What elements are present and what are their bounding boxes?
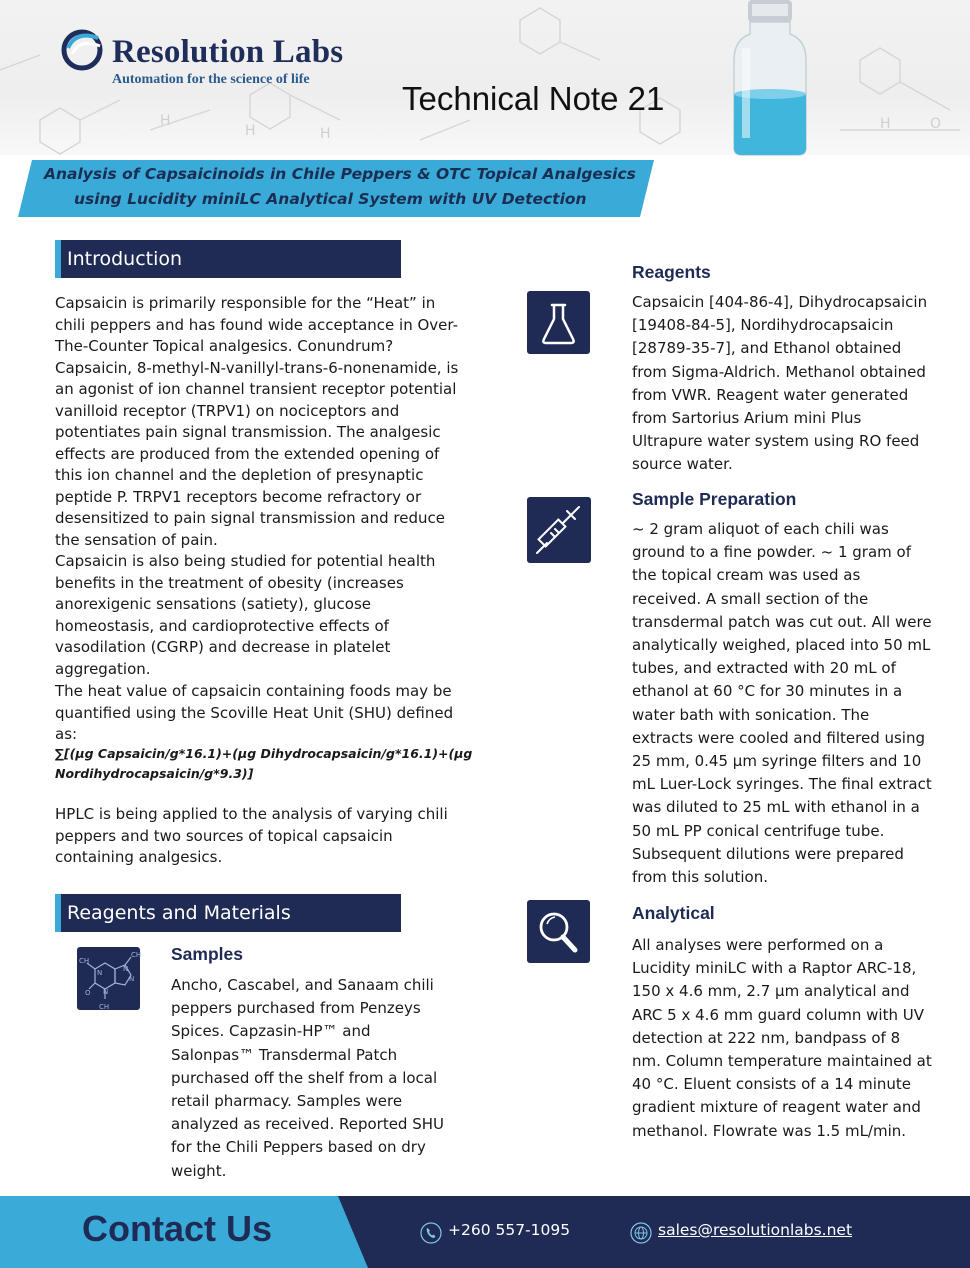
molecule-label-ch3-bottom: CH [99, 1003, 110, 1011]
samples-text: Ancho, Cascabel, and Sanaam chili peppers purchased from Penzeys Spices. Capzasin-HP™ and Salonpas™ Transdermal Patch purchased off the shelf from a local retail pharmacy. Samples were analyzed as received. Reported SHU for the Chili Peppers based on dry weight. [171, 976, 444, 1180]
technical-note-title: Technical Note 21 [402, 80, 665, 117]
sample-prep-text: ~ 2 gram aliquot of each chili was ground to a fine powder. ~ 1 gram of the topical cream was used as received. A small section of the transdermal patch was cut out. All were analytically weighed, placed into 50 mL tubes, and extracted with 20 mL of ethanol at 60 °C for 30 minutes in a water bath with sonication. The extracts were cooled and filtered using 25 mm, 0.45 µm syringe filters and 10 mL Luer-Lock syringes. The final extract was diluted to 25 mL with ethanol in a 50 mL PP conical centrifuge tube. Subsequent dilutions were prepared from this solution. [632, 520, 932, 887]
reagents-materials-heading: Reagents and Materials [55, 894, 401, 932]
svg-text:H: H [880, 116, 891, 132]
molecule-label-ch3-left: CH [79, 957, 90, 965]
email-contact[interactable] [630, 1220, 870, 1244]
reagents-text: Capsaicin [404-86-4], Dihydrocapsaicin [19408-84-5], Nordihydrocapsaicin [28789-35-7], and Ethanol obtained from Sigma-Aldrich. Methanol obtained from VWR. Reagent water generated from Sartorius Arium mini Plus Ultrapure water system using RO feed source water. [632, 293, 928, 474]
email-link[interactable]: sales@resolutionlabs.net [658, 1221, 853, 1239]
introduction-heading: Introduction [55, 240, 401, 278]
globe-icon [630, 1222, 652, 1244]
sample-prep-title: Sample Preparation [632, 489, 797, 509]
samples-title: Samples [171, 944, 243, 964]
shu-formula: ∑[(µg Capsaicin/g*16.1)+(µg Dihydrocapsaicin/g*16.1)+(µg Nordihydrocapsaicin/g*9.3)] [55, 746, 473, 781]
svg-text:H: H [320, 126, 331, 142]
title-banner [18, 160, 654, 217]
svg-text:H: H [160, 113, 171, 129]
phone-contact[interactable] [420, 1220, 580, 1244]
logo-swirl-icon [58, 24, 108, 74]
svg-text:O: O [930, 116, 942, 132]
flask-icon [527, 291, 590, 354]
syringe-icon-box [527, 497, 591, 563]
magnifier-icon-box [527, 900, 590, 963]
page-header [0, 0, 970, 155]
title-line-2: using Lucidity miniLC Analytical System with UV Detection [74, 190, 587, 208]
document-title [44, 162, 634, 212]
intro-paragraph-3: The heat value of capsaicin containing foods may be quantified using the Scoville Heat Unit (SHU) defined as: [55, 682, 454, 743]
molecule-label-n1: N [97, 969, 103, 977]
intro-paragraph-4: HPLC is being applied to the analysis of varying chili peppers and two sources of topical capsaicin containing analgesics. [55, 805, 448, 866]
caffeine-molecule-icon [77, 947, 140, 1010]
analytical-title: Analytical [632, 903, 715, 923]
molecule-label-o: O [85, 989, 91, 997]
molecule-label-n4: N [103, 988, 109, 996]
analytical-text: All analyses were performed on a Lucidity miniLC with a Raptor ARC-18, 150 x 4.6 mm, 2.7 µm analytical and ARC 5 x 4.6 mm guard column with UV detection at 222 nm, bandpass of 8 nm. Column temperature maintained at 40 °C. Eluent consists of a 14 minute gradient mixture of reagent water and methanol. Flowrate was 1.5 mL/min. [632, 936, 932, 1140]
reagents-title: Reagents [632, 262, 711, 282]
company-logo[interactable] [58, 24, 358, 94]
phone-number: +260 557-1095 [448, 1221, 571, 1239]
intro-paragraph-2: Capsaicin is also being studied for potential health benefits in the treatment of obesity (increases anorexigenic sensations (satiety), glucose homeostasis, and cardioprotective effects of vasodilation (CGRP) and decrease in platelet aggregation. [55, 552, 436, 678]
phone-icon [420, 1222, 442, 1244]
brand-name: Resolution Labs [112, 34, 344, 70]
syringe-icon [527, 497, 591, 563]
intro-paragraph-1: Capsaicin is primarily responsible for the “Heat” in chili peppers and has found wide acceptance in Over-The-Counter Topical analgesics. Conundrum? Capsaicin, 8-methyl-N-vanillyl-trans-6-nonenamide, is an agonist of ion channel transient receptor potential vanilloid receptor (TRPV1) on nociceptors and potentiates pain signal transmission. The analgesic effects are produced from the extended opening of this ion channel and the depletion of presynaptic peptide P. TRPV1 receptors become refractory or desensitized to pain signal transmission and reduce the sensation of pain. [55, 294, 459, 549]
brand-tagline: Automation for the science of life [112, 72, 310, 87]
molecule-icon [77, 947, 140, 1010]
svg-text:H: H [245, 123, 256, 139]
magnifier-icon [527, 900, 590, 963]
contact-footer [0, 1196, 970, 1268]
flask-icon-box [527, 291, 590, 354]
molecule-label-ch3-right: CH [131, 951, 142, 959]
vial-illustration [722, 0, 822, 155]
contact-us-title: Contact Us [82, 1208, 273, 1249]
title-line-1: Analysis of Capsaicinoids in Chile Peppers & OTC Topical Analgesics [44, 165, 636, 183]
molecule-label-n3: N [129, 975, 135, 983]
molecule-label-n2: N [123, 965, 129, 973]
